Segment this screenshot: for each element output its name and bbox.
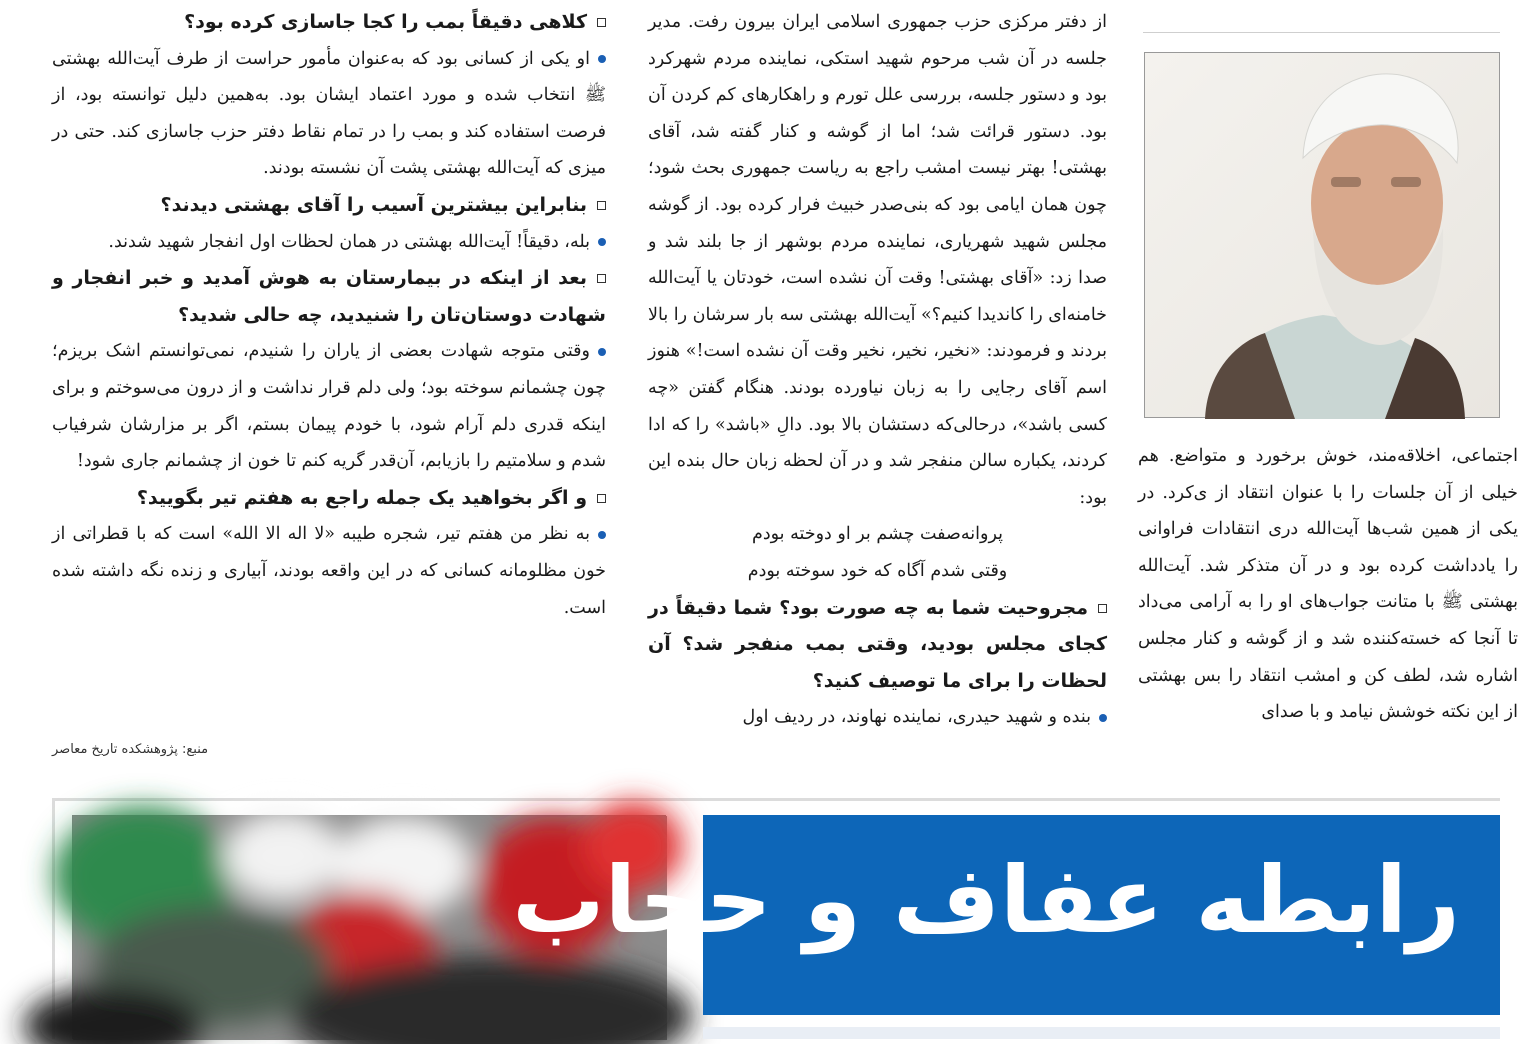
interview-question: کلاهی دقیقاً بمب را کجا جاسازی کرده بود؟ [52,4,606,41]
interview-question: بنابراین بیشترین آسیب را آقای بهشتی دیدند؟ [52,187,606,224]
section-banner [512,815,1500,1015]
article-column-right [1138,438,1518,731]
poem-line-1: پروانه‌صفت چشم بر او دوخته بودم [752,524,1003,545]
article-source: منبع: پژوهشکده تاریخ معاصر [52,742,209,757]
article-column-left [52,4,606,626]
column-divider [1143,32,1500,33]
cleric-portrait-image [1144,52,1500,418]
interview-answer: وقتی متوجه شهادت بعضی از یاران را شنیدم، نمی‌توانستم اشک بریزم؛ چون چشمانم سوخته بود؛ ولی دلم قرار نداشت و از درون می‌سوختم و برای اینکه قدری دلم آرام شود، با خودم پیمان بستم، اگر بر مزارشان شرفیاب شدم و سلامتیم را بازیابم، آن‌قدر گریه کنم تا خون از چشمانم جاری شود! [52,341,606,472]
article-paragraph: اجتماعی، اخلاقه‌مند، خوش برخورد و متواضع. هم خیلی از آن جلسات را با عنوان انتقاد از ی‌کرد. در یکی از همین شب‌ها آیت‌الله دری انتقادات فراوانی را یادداشت کرده بود و در آن متذکر شد. آیت‌الله بهشتی ﷺ با متانت جواب‌های او را به آرامی می‌داد تا آنجا که خسته‌کننده شد و از گوشه و کنار مجلس اشاره شد، لطف کن و امشب انتقاد را بس بهشتی از این نکته خوشش نیامد و با صدای [1138,446,1518,723]
question-square-icon [597,201,606,210]
question-square-icon [1098,604,1107,613]
bullet-dot-icon [598,531,606,539]
face-shape [1311,121,1443,285]
interview-answer: به نظر من هفتم تیر، شجره طیبه «لا اله الا الله» است که با قطراتی از خون مظلومانه کسانی که در این واقعه بودند، آبیاری و زنده نگه داشته شده است. [52,524,606,618]
portrait-illustration [1145,53,1501,419]
white-flag-shape [223,811,343,901]
interview-answer: بله، دقیقاً! آیت‌الله بهشتی در همان لحظات اول انفجار شهید شدند. [52,224,606,261]
article-column-middle [648,4,1107,736]
interview-question: مجروحیت شما به چه صورت بود؟ شما دقیقاً در کجای مجلس بودید، وقتی بمب منفجر شد؟ آن لحظات را برای ما توصیف کنید؟ [648,596,1107,692]
interview-answer: بنده و شهید حیدری، نماینده نهاوند، در ردیف اول [648,699,1107,736]
banner-underline [703,1027,1500,1039]
question-square-icon [597,18,606,27]
banner-title: رابطه عفاف و حجاب [512,847,1460,954]
poem-line-2: وقتی شدم آگاه که خود سوخته بودم [747,560,1008,581]
article-paragraph: از دفتر مرکزی حزب جمهوری اسلامی ایران بیرون رفت. مدیر جلسه در آن شب مرحوم شهید استکی، نماینده مردم شهرکرد بود و دستور جلسه، بررسی علل تورم و راهکارهای کم کردن آن بود. دستور قرائت شد؛ اما از گوشه و کنار گفته شد، آقای بهشتی! بهتر نیست امشب راجع به ریاست جمهوری بحث شود؛ چون همان ایامی بود که بنی‌صدر خبیث فرار کرده بود. از گوشه مجلس شهید شهریاری، نماینده مردم بوشهر از جا بلند شد و صدا زد: «آقای بهشتی! وقت آن نشده است، خودتان یا آیت‌الله خامنه‌ای را کاندیدا کنیم؟» آیت‌الله بهشتی سه بار سرشان را بالا بردند و فرمودند: «نخیر، نخیر، نخیر وقت آن نشده است!» هنوز اسم آقای رجایی را به زبان نیاورده بودند. هنگام گفتن «چه کسی باشد»، درحالی‌که دستشان بالا بود. دالِ «باشد» را که ادا کردند، یکباره سالن منفجر شد و در آن لحظه زبان حال بنده این بود: [648,12,1107,508]
bullet-dot-icon [598,348,606,356]
bullet-dot-icon [598,238,606,246]
interview-question: و اگر بخواهید یک جمله راجع به هفتم تیر بگویید؟ [52,480,606,517]
interview-question: بعد از اینکه در بیمارستان به هوش آمدید و خبر انفجار و شهادت دوستان‌تان را شنیدید، چه حالی شدید؟ [52,267,606,326]
question-square-icon [597,274,606,283]
interview-answer: او یکی از کسانی بود که به‌عنوان مأمور حراست از طرف آیت‌الله بهشتی ﷺ انتخاب شده و مورد اعتماد ایشان بود. به‌همین دلیل توانسته بود، از فرصت استفاده کند و بمب را در تمام نقاط دفتر حزب جاسازی کند. حتی در میزی که آیت‌الله بهشتی پشت آن نشسته بودند. [52,48,606,179]
question-square-icon [597,494,606,503]
eyebrow-right-shape [1391,177,1421,187]
eyebrow-left-shape [1331,177,1361,187]
bullet-dot-icon [598,55,606,63]
bullet-dot-icon [1099,714,1107,722]
